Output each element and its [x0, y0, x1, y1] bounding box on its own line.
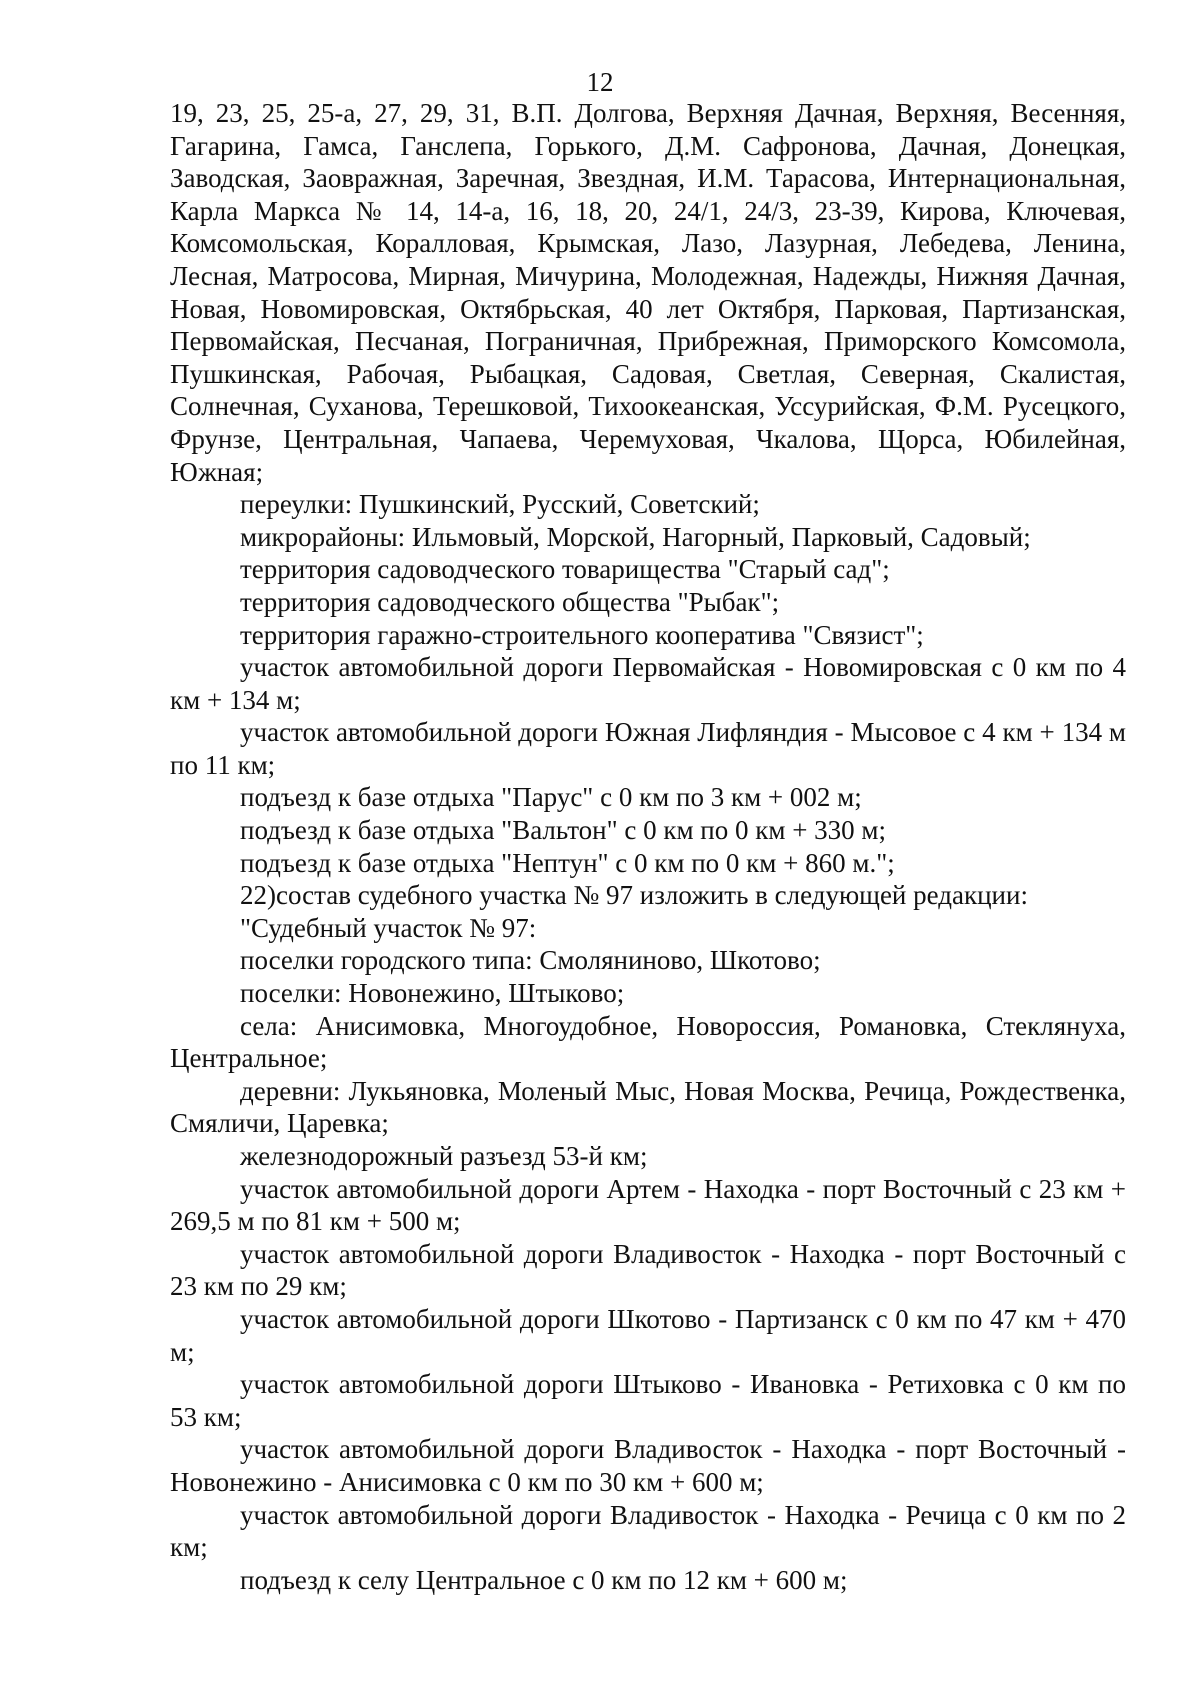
paragraph-road-lifliandia: участок автомобильной дороги Южная Лифляндия - Мысовое с 4 км + 134 м по 11 км; [170, 717, 1126, 780]
paragraph-lanes: переулки: Пушкинский, Русский, Советский; [240, 489, 760, 520]
paragraph-access-tsentralnoe: подъезд к селу Центральное с 0 км по 12 км + 600 м; [240, 1564, 848, 1595]
paragraph-garage-cooperative: территория гаражно-строительного кооператива "Связист"; [240, 619, 924, 650]
paragraph-road-artem: участок автомобильной дороги Артем - Находка - порт Восточный с 23 км + 269,5 м по 81 км + 500 м; [170, 1173, 1126, 1237]
paragraph-microdistricts: микрорайоны: Ильмовый, Морской, Нагорный, Парковый, Садовый; [240, 521, 1031, 552]
paragraph-road-shtykovo: участок автомобильной дороги Штыково - Ивановка - Ретиховка с 0 км по 53 км; [170, 1369, 1126, 1432]
paragraph-court-97-title: "Судебный участок № 97: [240, 912, 537, 943]
paragraph-road-pervomayskaya: участок автомобильной дороги Первомайская - Новомировская с 0 км по 4 км + 134 м; [170, 652, 1126, 715]
paragraph-urban-settlements: поселки городского типа: Смоляниново, Шкотово; [240, 945, 821, 976]
paragraph-road-vladivostok-nakhodka: участок автомобильной дороги Владивосток - Находка - порт Восточный с 23 км по 29 км; [170, 1238, 1126, 1302]
paragraph-villages: села: Анисимовка, Многоудобное, Новороссия, Романовка, Стеклянуха, Центральное; [170, 1010, 1126, 1074]
paragraph-railway-siding: железнодорожный разъезд 53-й км; [240, 1141, 648, 1171]
paragraph-road-shkotovo: участок автомобильной дороги Шкотово - Партизанск с 0 км по 47 км + 470 м; [170, 1303, 1126, 1367]
paragraph-access-parus: подъезд к базе отдыха "Парус" с 0 км по 3 км + 002 м; [240, 782, 862, 813]
paragraph-hamlets: деревни: Лукьяновка, Моленый Мыс, Новая Москва, Речица, Рождественка, Смяличи, Царевка; [170, 1075, 1126, 1139]
paragraph-access-neptun: подъезд к базе отдыха "Нептун" с 0 км по 0 км + 860 м."; [240, 847, 895, 878]
paragraph-streets-list: 19, 23, 25, 25-а, 27, 29, 31, В.П. Долгова, Верхняя Дачная, Верхняя, Весенняя, Гагарина, Гамса, Ганслепа, Горького, Д.М. Сафронова, Дачная, Донецкая, Заводская, Заовражная, Заречная, Звездная, И.М. Тарасова, Интернациональная, Карла Маркса № 14, 14-а, 16, 18, 20, 24/1, 24/3, 23-39, Кирова, Ключевая, Комсомольская, Коралловая, Крымская, Лазо, Лазурная, Лебедева, Ленина, Лесная, Матросова, Мирная, Мичурина, Молодежная, Надежды, Нижняя Дачная, Новая, Новомировская, Октябрьская, 40 лет Октября, Парковая, Партизанская, Первомайская, Песчаная, Пограничная, Прибрежная, Приморского Комсомола, Пушкинская, Рабочая, Рыбацкая, Садовая, Светлая, Северная, Скалистая, Солнечная, Суханова, Терешковой, Тихоокеанская, Уссурийская, Ф.М. Русецкого, Фрунзе, Центральная, Чапаева, Черемуховая, Чкалова, Щорса, Юбилейная, Южная; [170, 98, 1126, 487]
paragraph-access-valton: подъезд к базе отдыха "Вальтон" с 0 км по 0 км + 330 м; [240, 815, 887, 846]
paragraph-settlements: поселки: Новонежино, Штыково; [240, 978, 625, 1009]
paragraph-garden-partnership: территория садоводческого товарищества "Старый сад"; [240, 554, 890, 585]
paragraph-garden-society: территория садоводческого общества "Рыбак"; [240, 586, 780, 617]
paragraph-road-novonezhino: участок автомобильной дороги Владивосток - Находка - порт Восточный - Новонежино - Анисимовка с 0 км по 30 км + 600 м; [170, 1434, 1126, 1497]
document-body [170, 97, 1126, 1596]
paragraph-item-22: 22)состав судебного участка № 97 изложить в следующей редакции: [240, 880, 1028, 911]
page-number: 12 [586, 67, 614, 97]
paragraph-road-rechitsa: участок автомобильной дороги Владивосток - Находка - Речица с 0 км по 2 км; [170, 1499, 1126, 1563]
